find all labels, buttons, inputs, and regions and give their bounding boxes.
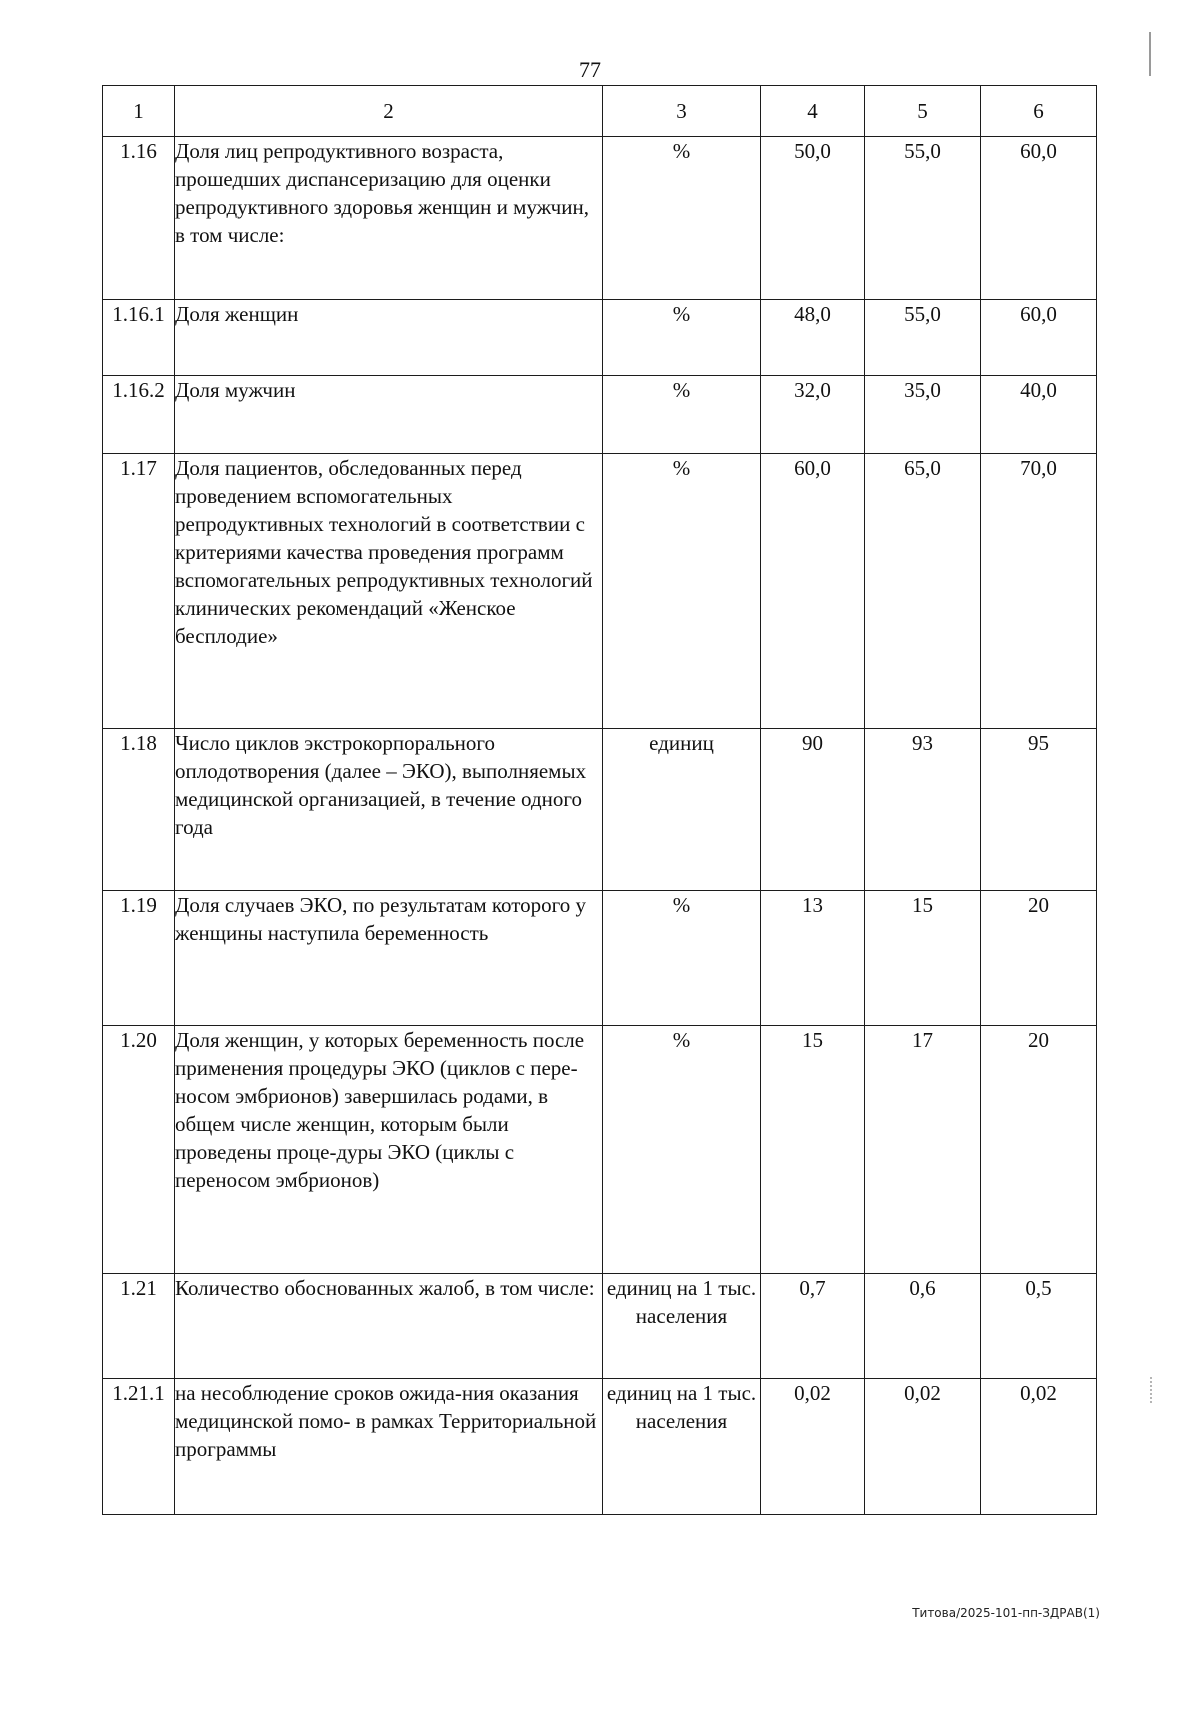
value-col-6: 60,0: [981, 137, 1097, 300]
header-col-6: 6: [981, 86, 1097, 137]
unit: %: [603, 891, 761, 1026]
row-number: 1.19: [103, 891, 175, 1026]
row-number: 1.16: [103, 137, 175, 300]
value-col-5: 55,0: [865, 137, 981, 300]
table-row: [103, 1274, 1097, 1379]
indicator-name: на несоблюдение сроков ожида-ния оказания медицинской помо- в рамках Территориальной программы: [175, 1379, 603, 1515]
unit: %: [603, 376, 761, 454]
row-number: 1.21: [103, 1274, 175, 1379]
unit: %: [603, 137, 761, 300]
value-col-5: 0,6: [865, 1274, 981, 1379]
value-col-6: 95: [981, 729, 1097, 891]
table-row: [103, 729, 1097, 891]
row-number: 1.20: [103, 1026, 175, 1274]
page-number: 77: [579, 57, 601, 82]
value-col-6: 70,0: [981, 454, 1097, 729]
indicator-name: Доля женщин: [175, 300, 603, 376]
value-col-6: 0,5: [981, 1274, 1097, 1379]
indicator-name: Доля лиц репродуктивного возраста, прошедших диспансеризацию для оценки репродуктивного здоровья женщин и мужчин, в том числе:: [175, 137, 603, 300]
row-number: 1.16.1: [103, 300, 175, 376]
value-col-4: 48,0: [761, 300, 865, 376]
value-col-5: 93: [865, 729, 981, 891]
document-reference: Титова/2025-101-пп-ЗДРАВ(1): [912, 1606, 1100, 1620]
value-col-4: 32,0: [761, 376, 865, 454]
value-col-5: 35,0: [865, 376, 981, 454]
value-col-6: 40,0: [981, 376, 1097, 454]
header-row: [103, 86, 1097, 137]
value-col-4: 50,0: [761, 137, 865, 300]
table-row: [103, 454, 1097, 729]
header-col-2: 2: [175, 86, 603, 137]
value-col-6: 20: [981, 1026, 1097, 1274]
value-col-5: 65,0: [865, 454, 981, 729]
value-col-4: 13: [761, 891, 865, 1026]
row-number: 1.16.2: [103, 376, 175, 454]
value-col-4: 0,02: [761, 1379, 865, 1515]
table-row: [103, 1379, 1097, 1515]
table-row: [103, 1026, 1097, 1274]
indicators-table: [102, 85, 1097, 1515]
unit: единиц на 1 тыс. населения: [603, 1274, 761, 1379]
unit: %: [603, 454, 761, 729]
indicator-name: Доля случаев ЭКО, по результатам которого у женщины наступила беременность: [175, 891, 603, 1026]
value-col-4: 15: [761, 1026, 865, 1274]
value-col-5: 17: [865, 1026, 981, 1274]
value-col-6: 20: [981, 891, 1097, 1026]
header-col-5: 5: [865, 86, 981, 137]
unit: единиц на 1 тыс. населения: [603, 1379, 761, 1515]
table-row: [103, 891, 1097, 1026]
value-col-4: 60,0: [761, 454, 865, 729]
unit: %: [603, 300, 761, 376]
value-col-4: 90: [761, 729, 865, 891]
value-col-5: 55,0: [865, 300, 981, 376]
value-col-6: 60,0: [981, 300, 1097, 376]
table-row: [103, 137, 1097, 300]
indicator-name: Доля мужчин: [175, 376, 603, 454]
indicator-name: Доля женщин, у которых беременность после применения процедуры ЭКО (циклов с пере-носом эмбрионов) завершилась родами, в общем числе женщин, которым были проведены проце-дуры ЭКО (циклы с переносом эмбрионов): [175, 1026, 603, 1274]
unit: %: [603, 1026, 761, 1274]
row-number: 1.21.1: [103, 1379, 175, 1515]
value-col-5: 0,02: [865, 1379, 981, 1515]
row-number: 1.17: [103, 454, 175, 729]
margin-mark: [1149, 32, 1151, 76]
unit: единиц: [603, 729, 761, 891]
row-number: 1.18: [103, 729, 175, 891]
table-row: [103, 300, 1097, 376]
value-col-4: 0,7: [761, 1274, 865, 1379]
indicator-name: Число циклов экстрокорпорального оплодотворения (далее – ЭКО), выполняемых медицинской организацией, в течение одного года: [175, 729, 603, 891]
header-col-1: 1: [103, 86, 175, 137]
header-col-3: 3: [603, 86, 761, 137]
header-col-4: 4: [761, 86, 865, 137]
indicator-name: Доля пациентов, обследованных перед проведением вспомогательных репродуктивных технологий в соответствии с критериями качества проведения программ вспомогательных репродуктивных технологий клинических рекомендаций «Женское бесплодие»: [175, 454, 603, 729]
table-row: [103, 376, 1097, 454]
value-col-5: 15: [865, 891, 981, 1026]
value-col-6: 0,02: [981, 1379, 1097, 1515]
margin-dots: [1150, 1377, 1154, 1403]
indicator-name: Количество обоснованных жалоб, в том числе:: [175, 1274, 603, 1379]
